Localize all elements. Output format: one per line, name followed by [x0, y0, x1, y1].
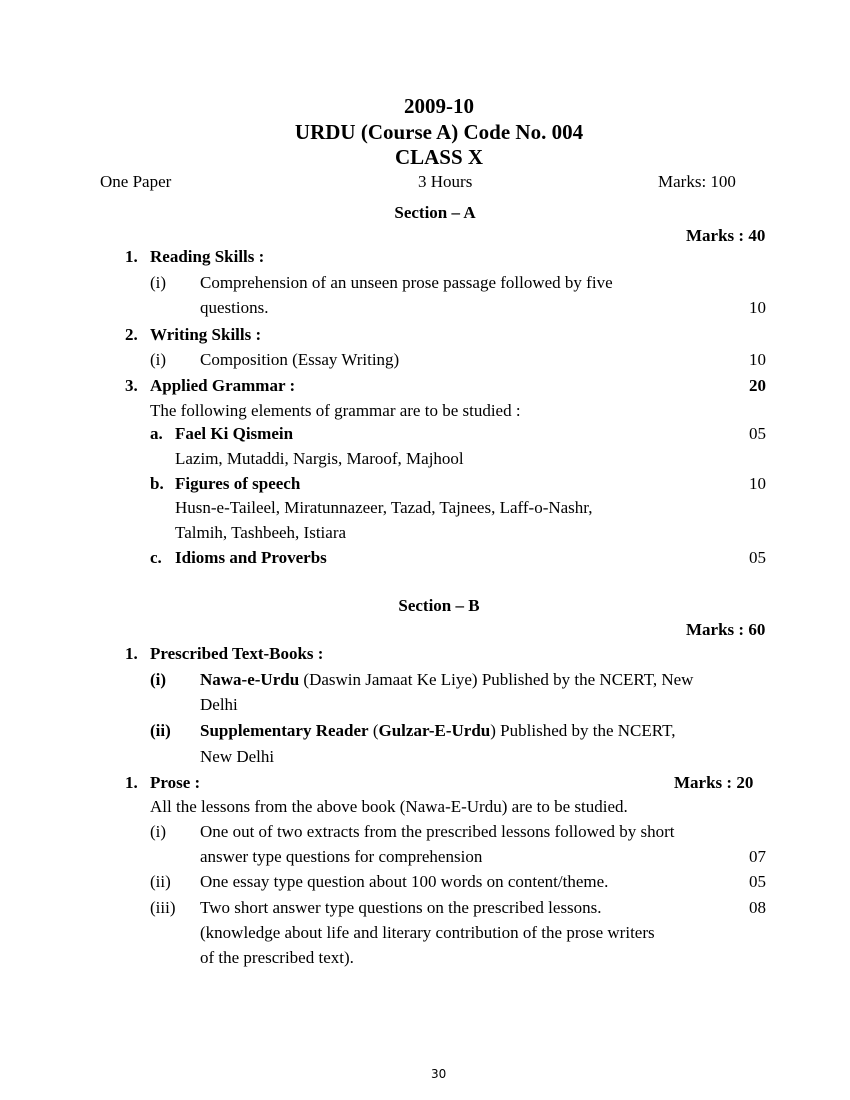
class-heading: CLASS X	[394, 145, 484, 169]
section-a-title: Section – A	[394, 203, 476, 222]
prose-item-text-cont: (knowledge about life and literary contribution of the prose writers	[200, 923, 655, 942]
book-publisher: ) Published by the NCERT,	[490, 721, 676, 740]
paper-count: One Paper	[100, 172, 172, 191]
textbook-supplementary-reader-cont: New Delhi	[200, 747, 275, 766]
prose-item-text: Two short answer type questions on the prescribed lessons.	[200, 898, 602, 917]
year-heading: 2009-10	[404, 94, 474, 118]
writing-item-marks: 10	[749, 350, 766, 369]
fael-ki-qismein-marks: 05	[749, 424, 766, 443]
prose-title: Prose :	[150, 773, 201, 792]
sub-item-number: (ii)	[150, 872, 171, 891]
total-marks: Marks: 100	[658, 172, 736, 191]
item-number: 3.	[125, 376, 138, 395]
reading-item-marks: 10	[749, 298, 766, 317]
idioms-proverbs-marks: 05	[749, 548, 766, 567]
item-number: 1.	[125, 773, 138, 792]
fael-ki-qismein-text: Lazim, Mutaddi, Nargis, Maroof, Majhool	[175, 449, 464, 468]
item-number: 1.	[125, 247, 138, 266]
paper-duration: 3 Hours	[418, 172, 473, 191]
figures-of-speech-marks: 10	[749, 474, 766, 493]
prose-item-text-cont: of the prescribed text).	[200, 948, 354, 967]
section-b-marks: Marks : 60	[686, 620, 766, 639]
sub-item-number: (iii)	[150, 898, 176, 917]
prose-intro: All the lessons from the above book (Nawa-E-Urdu) are to be studied.	[150, 797, 628, 816]
textbook-nawa-e-urdu	[200, 671, 693, 688]
grammar-intro: The following elements of grammar are to be studied :	[150, 401, 521, 420]
sub-item-number: (i)	[150, 273, 167, 292]
book-description: (	[368, 721, 379, 740]
sub-item-number: (i)	[150, 350, 167, 369]
sub-item-number: (i)	[150, 670, 167, 689]
applied-grammar-title: Applied Grammar :	[150, 376, 296, 395]
fael-ki-qismein-title: Fael Ki Qismein	[175, 424, 294, 443]
reading-item-text-cont: questions.	[200, 298, 269, 317]
textbook-supplementary-reader	[200, 722, 675, 739]
writing-item-text: Composition (Essay Writing)	[200, 350, 400, 369]
prose-marks: Marks : 20	[674, 773, 754, 792]
prose-item-text: One out of two extracts from the prescribed lessons followed by short	[200, 822, 675, 841]
book-title: Supplementary Reader	[200, 721, 369, 740]
book-subtitle: Gulzar-E-Urdu	[378, 721, 491, 740]
prose-item-marks: 08	[749, 898, 766, 917]
figures-of-speech-text: Husn-e-Taileel, Miratunnazeer, Tazad, Tajnees, Laff-o-Nashr,	[175, 498, 593, 517]
sub-item-letter: b.	[150, 474, 164, 493]
sub-item-number: (ii)	[150, 721, 171, 740]
prose-item-text: One essay type question about 100 words on content/theme.	[200, 872, 609, 891]
textbook-nawa-e-urdu-cont: Delhi	[200, 695, 238, 714]
book-description: (Daswin Jamaat Ke Liye) Published by the NCERT, New	[299, 670, 694, 689]
figures-of-speech-text-cont: Talmih, Tashbeeh, Istiara	[175, 523, 347, 542]
reading-skills-title: Reading Skills :	[150, 247, 265, 266]
prose-item-text-cont: answer type questions for comprehension	[200, 847, 483, 866]
book-title: Nawa-e-Urdu	[200, 670, 300, 689]
sub-item-letter: a.	[150, 424, 163, 443]
idioms-proverbs-title: Idioms and Proverbs	[175, 548, 327, 567]
prose-item-marks: 07	[749, 847, 766, 866]
page-number: 30	[431, 1067, 447, 1081]
figures-of-speech-title: Figures of speech	[175, 474, 301, 493]
applied-grammar-marks: 20	[749, 376, 766, 395]
item-number: 2.	[125, 325, 138, 344]
subject-heading: URDU (Course A) Code No. 004	[294, 120, 584, 144]
section-a-marks: Marks : 40	[686, 226, 766, 245]
item-number: 1.	[125, 644, 138, 663]
sub-item-letter: c.	[150, 548, 162, 567]
reading-item-text: Comprehension of an unseen prose passage followed by five	[200, 273, 613, 292]
writing-skills-title: Writing Skills :	[150, 325, 262, 344]
sub-item-number: (i)	[150, 822, 167, 841]
prose-item-marks: 05	[749, 872, 766, 891]
section-b-title: Section – B	[398, 596, 480, 615]
prescribed-textbooks-title: Prescribed Text-Books :	[150, 644, 324, 663]
